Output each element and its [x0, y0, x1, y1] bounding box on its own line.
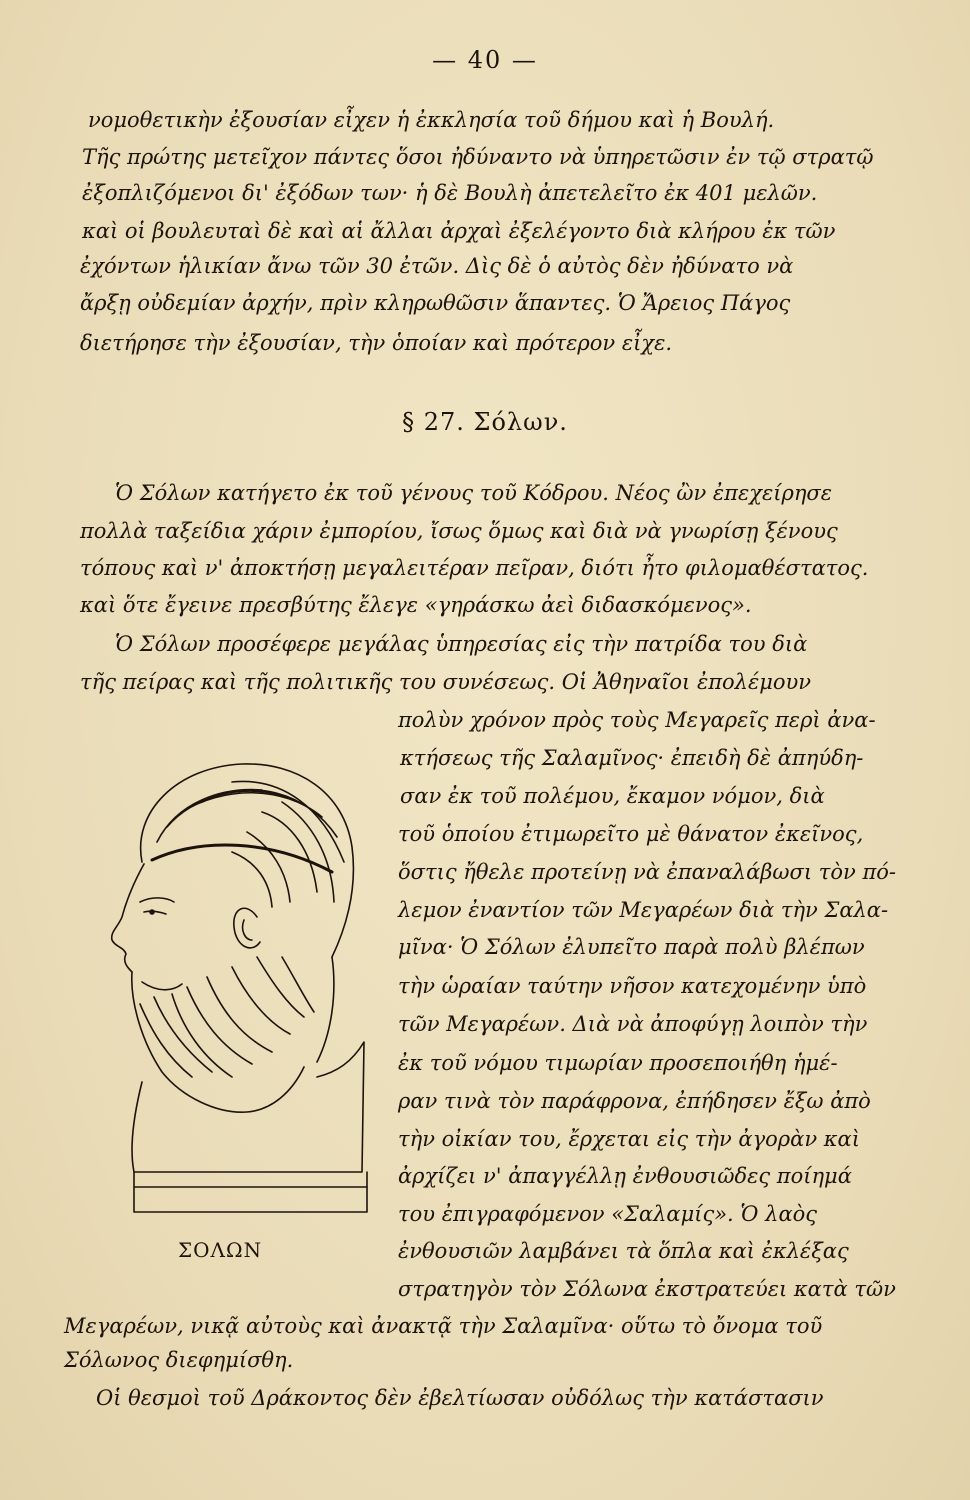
text-line: ὅστις ἤθελε προτείνῃ νὰ ἐπαναλάβωσι τὸν πό- — [398, 860, 897, 884]
text-line: Ὁ Σόλων κατήγετο ἐκ τοῦ γένους τοῦ Κόδρου. Νέος ὢν ἐπεχείρησε — [115, 481, 833, 505]
text-line: τὴν ὡραίαν ταύτην νῆσον κατεχομένην ὑπὸ — [398, 974, 867, 998]
text-line: πολὺν χρόνον πρὸς τοὺς Μεγαρεῖς περὶ ἀνα- — [398, 708, 876, 732]
text-line: τοῦ ὁποίου ἐτιμωρεῖτο μὲ θάνατον ἐκεῖνος, — [398, 822, 864, 846]
text-line: Ὁ Σόλων προσέφερε μεγάλας ὑπηρεσίας εἰς τὴν πατρίδα του διὰ — [115, 632, 808, 656]
text-line: λεμον ἐναντίον τῶν Μεγαρέων διὰ τὴν Σαλα- — [398, 898, 889, 922]
portrait-caption: ΣΟΛΩΝ — [178, 1238, 263, 1262]
text-line: στρατηγὸν τὸν Σόλωνα ἐκστρατεύει κατὰ τῶν — [398, 1277, 896, 1301]
text-line: κτήσεως τῆς Σαλαμῖνος· ἐπειδὴ δὲ ἀπηύδη- — [400, 746, 864, 770]
text-line: ἐχόντων ἡλικίαν ἄνω τῶν 30 ἐτῶν. Δὶς δὲ ὁ αὐτὸς δὲν ἠδύνατο νὰ — [80, 254, 794, 278]
text-line: ἐξοπλιζόμενοι δι' ἐξόδων των· ἡ δὲ Βουλὴ ἀπετελεῖτο ἐκ 401 μελῶν. — [82, 181, 818, 205]
text-line: τόπους καὶ ν' ἀποκτήσῃ μεγαλειτέραν πεῖραν, διότι ἦτο φιλομαθέστατος. — [80, 556, 869, 580]
text-line: τῆς πείρας καὶ τῆς πολιτικῆς του συνέσεως. Οἱ Ἀθηναῖοι ἐπολέμουν — [80, 670, 812, 694]
text-line: Τῆς πρώτης μετεῖχον πάντες ὅσοι ἠδύναντο νὰ ὑπηρετῶσιν ἐν τῷ στρατῷ — [82, 145, 874, 169]
section-heading: § 27. Σόλων. — [402, 408, 568, 436]
text-line: νομοθετικὴν ἐξουσίαν εἶχεν ἡ ἐκκλησία τοῦ δήμου καὶ ἡ Βουλή. — [88, 108, 775, 132]
solon-portrait — [82, 742, 382, 1222]
text-line: καὶ οἱ βουλευταὶ δὲ καὶ αἱ ἄλλαι ἀρχαὶ ἐξελέγοντο διὰ κλήρου ἐκ τῶν — [82, 219, 836, 243]
text-line: σαν ἐκ τοῦ πολέμου, ἔκαμον νόμον, διὰ — [400, 784, 825, 808]
text-line: τὴν οἰκίαν του, ἔρχεται εἰς τὴν ἀγορὰν καὶ — [398, 1127, 860, 1151]
page-number: — 40 — — [432, 46, 538, 74]
text-line: Σόλωνος διεφημίσθη. — [64, 1348, 294, 1372]
text-line: ἄρξῃ οὐδεμίαν ἀρχήν, πρὶν κληρωθῶσιν ἅπαντες. Ὁ Ἄρειος Πάγος — [80, 291, 791, 315]
text-line: του ἐπιγραφόμενον «Σαλαμίς». Ὁ λαὸς — [398, 1202, 818, 1226]
text-line: ἐνθουσιῶν λαμβάνει τὰ ὅπλα καὶ ἐκλέξας — [398, 1239, 849, 1263]
text-line: πολλὰ ταξείδια χάριν ἐμπορίου, ἴσως ὅμως καὶ διὰ νὰ γνωρίσῃ ξένους — [80, 519, 838, 543]
text-line: διετήρησε τὴν ἐξουσίαν, τὴν ὁποίαν καὶ πρότερον εἶχε. — [80, 331, 673, 355]
text-line: καὶ ὅτε ἔγεινε πρεσβύτης ἔλεγε «γηράσκω ἀεὶ διδασκόμενος». — [80, 593, 752, 617]
text-line: ἐκ τοῦ νόμου τιμωρίαν προσεποιήθη ἡμέ- — [398, 1051, 838, 1075]
text-line: Μεγαρέων, νικᾷ αὐτοὺς καὶ ἀνακτᾷ τὴν Σαλαμῖνα· οὕτω τὸ ὄνομα τοῦ — [64, 1314, 823, 1338]
text-line: Οἱ θεσμοὶ τοῦ Δράκοντος δὲν ἐβελτίωσαν οὐδόλως τὴν κατάστασιν — [96, 1386, 824, 1410]
text-line: μῖνα· Ὁ Σόλων ἐλυπεῖτο παρὰ πολὺ βλέπων — [398, 935, 865, 959]
text-line: ραν τινὰ τὸν παράφρονα, ἐπήδησεν ἔξω ἀπὸ — [398, 1089, 871, 1113]
text-line: ἀρχίζει ν' ἀπαγγέλλῃ ἐνθουσιῶδες ποίημά — [398, 1164, 852, 1188]
text-line: τῶν Μεγαρέων. Διὰ νὰ ἀποφύγῃ λοιπὸν τὴν — [398, 1012, 868, 1036]
